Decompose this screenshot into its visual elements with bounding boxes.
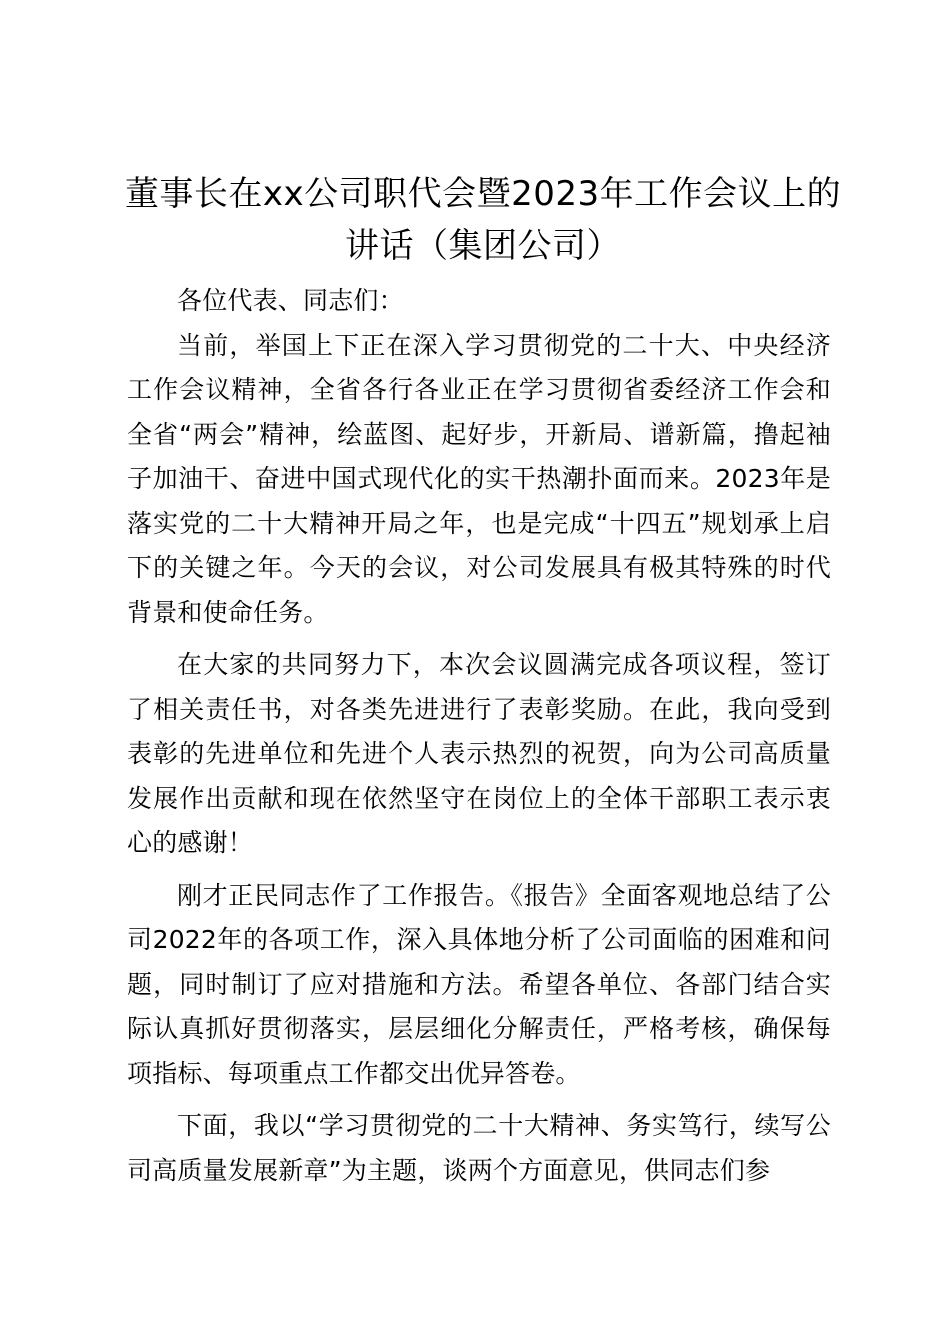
paragraph-1: 当前，举国上下正在深入学习贯彻党的二十大、中央经济工作会议精神，全省各行各业正在学习贯彻省委经济工作会和全省“两会”精神，绘蓝图、起好步，开新局、谱新篇，撸起袖子加油干、奋进中国式现代化的实干热潮扑面而来。2023年是落实党的二十大精神开局之年，也是完成“十四五”规划承上启下的关键之年。今天的会议，对公司发展具有极其特殊的时代背景和使命任务。 <box>127 330 831 627</box>
paragraph-3: 刚才正民同志作了工作报告。《报告》全面客观地总结了公司2022年的各项工作，深入具体地分析了公司面临的困难和问题，同时制订了应对措施和方法。希望各单位、各部门结合实际认真抓好贯彻落实，层层细化分解责任，严格考核，确保每项指标、每项重点工作都交出优异答卷。 <box>127 880 831 1088</box>
paragraph-2: 在大家的共同努力下，本次会议圆满完成各项议程，签订了相关责任书，对各类先进进行了表彰奖励。在此，我向受到表彰的先进单位和先进个人表示热烈的祝贺，向为公司高质量发展作出贡献和现在依然坚守在岗位上的全体干部职工表示衷心的感谢！ <box>127 650 831 857</box>
document-title: 董事长在xx公司职代会暨2023年工作会议上的讲话（集团公司） <box>124 174 842 266</box>
salutation: 各位代表、同志们： <box>177 286 404 315</box>
document-body <box>127 279 831 1193</box>
paragraph-4: 下面，我以“学习贯彻党的二十大精神、务实笃行，续写公司高质量发展新章”为主题，谈两个方面意见，供同志们参 <box>127 1111 831 1185</box>
